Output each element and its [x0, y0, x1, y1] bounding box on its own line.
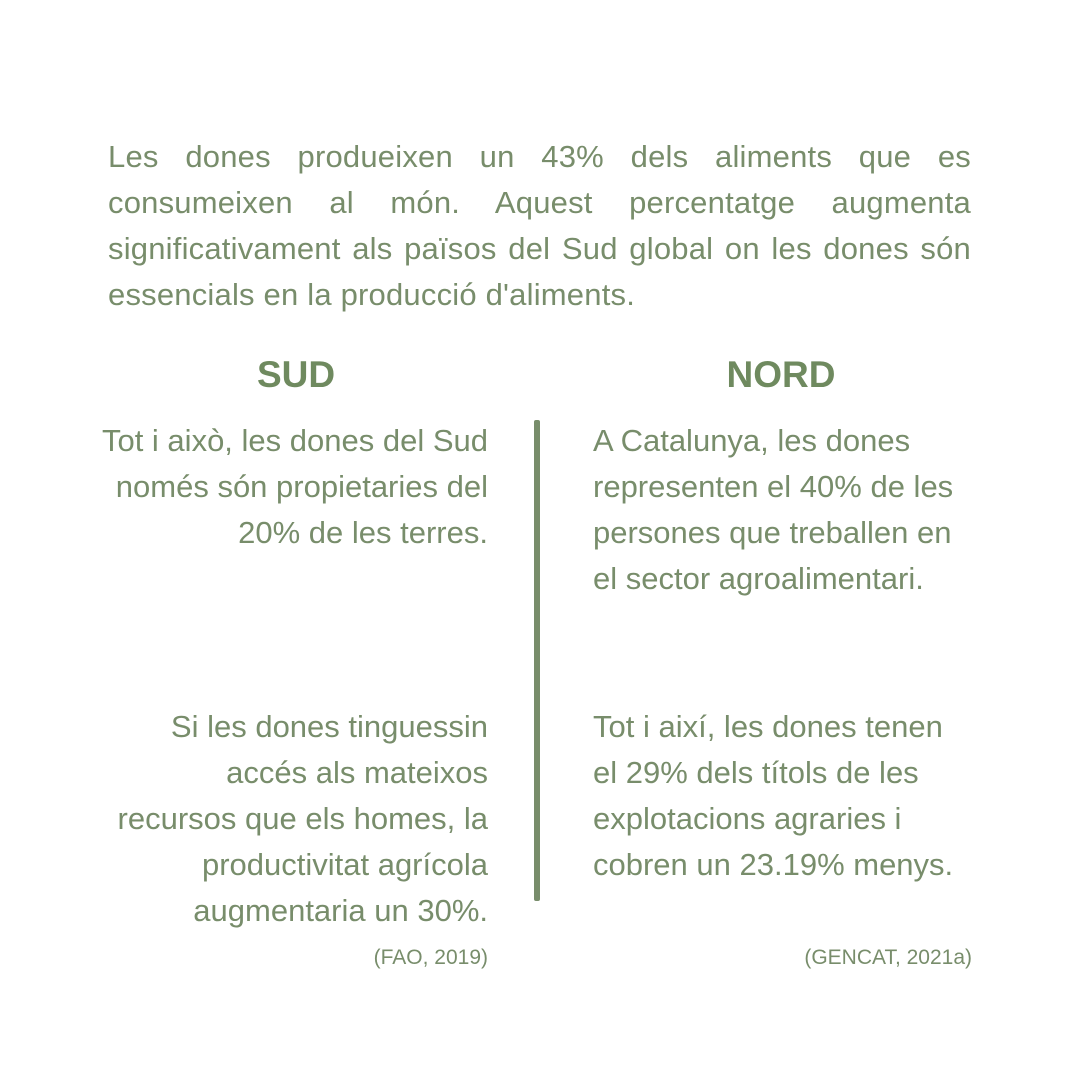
sud-paragraph-1: Tot i això, les dones del Sud només són propietaries del 20% de les terres.: [101, 423, 488, 550]
nord-paragraph-1: A Catalunya, les dones representen el 40% de les persones que treballen en el sector agroalimentari.: [593, 423, 954, 596]
nord-title: NORD: [726, 354, 836, 395]
column-divider: [534, 420, 540, 901]
sud-paragraph-2: Si les dones tinguessin accés als mateixos recursos que els homes, la productivitat agrícola augmentaria un 30%.: [117, 709, 488, 928]
nord-paragraph-2: Tot i així, les dones tenen el 29% dels títols de les explotacions agraries i cobren un 23.19% menys.: [593, 709, 954, 882]
sud-title: SUD: [256, 354, 336, 395]
nord-source: (GENCAT, 2021a): [804, 946, 972, 969]
sud-source: (FAO, 2019): [373, 946, 488, 969]
intro-text: Les dones produeixen un 43% dels aliments que es consumeixen al món. Aquest percentatge augmenta significativament als països del Sud global on les dones són essencials en la producció d'aliments.: [108, 139, 971, 312]
